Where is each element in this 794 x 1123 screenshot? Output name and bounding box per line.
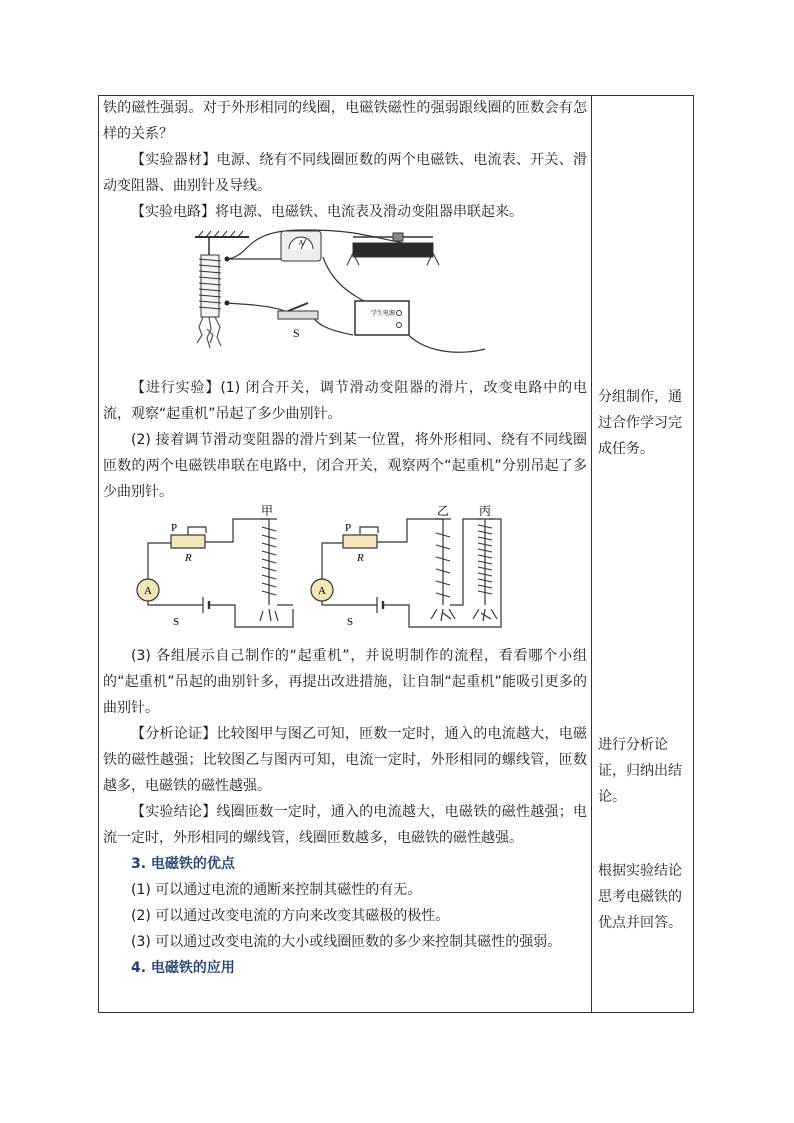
section-3-title: 3. 电磁铁的优点	[131, 856, 235, 872]
r-label-left: R	[185, 552, 192, 564]
s-label-right: S	[347, 616, 354, 628]
column-divider	[591, 95, 592, 1013]
s-label-left: S	[173, 616, 180, 628]
side-note-analysis: 进行分析论证，归纳出结论。	[598, 737, 682, 805]
intro-paragraph: 铁的磁性强弱。对于外形相同的线圈，电磁铁磁性的强弱跟线圈的匝数会有怎样的关系？	[103, 100, 587, 142]
section-4-title: 4. 电磁铁的应用	[131, 960, 235, 976]
side-note-group-work: 分组制作，通过合作学习完成任务。	[598, 389, 682, 457]
ammeter-a-right: A	[318, 585, 326, 597]
advantage-1: (1) 可以通过电流的通断来控制其磁性的有无。	[131, 882, 422, 898]
side-note-advantages: 根据实验结论思考电磁铁的优点并回答。	[598, 863, 682, 931]
advantage-3: (3) 可以通过改变电流的大小或线圈匝数的多少来控制其磁性的强弱。	[131, 934, 562, 950]
ammeter-label: A	[298, 239, 304, 247]
conclusion-paragraph: 【实验结论】线圈匝数一定时，通入的电流越大，电磁铁的磁性越强；电流一定时，外形相同的螺线管，线圈匝数越多，电磁铁的磁性越强。	[103, 804, 587, 846]
experiment-step-2: (2) 接着调节滑动变阻器的滑片到某一位置，将外形相同、绕有不同线圈匝数的两个电磁铁串联在电路中，闭合开关，观察两个“起重机”分别吊起了多少曲别针。	[103, 432, 587, 500]
advantage-2: (2) 可以通过改变电流的方向来改变其磁极的极性。	[131, 908, 450, 924]
ammeter	[281, 231, 321, 261]
analysis-paragraph: 【分析论证】比较图甲与图乙可知，匝数一定时，通入的电流越大，电磁铁的磁性越强；比较图乙与图丙可知，电流一定时，外形相同的螺线管，匝数越多，电磁铁的磁性越强。	[103, 726, 587, 794]
p-label-left: P	[171, 522, 178, 534]
rheostat	[347, 233, 439, 265]
r-label-right: R	[357, 552, 364, 564]
label-jia: 甲	[261, 505, 274, 518]
content-column	[103, 95, 587, 981]
experiment-step-1: 【进行实验】(1) 闭合开关，调节滑动变阻器的滑片，改变电路中的电流，观察“起重机”吊起了多少曲别针。	[103, 380, 587, 422]
apparatus-figure	[103, 225, 587, 375]
experiment-step-3: (3) 各组展示自己制作的“起重机”，并说明制作的流程，看看哪个小组的“起重机”吊起的曲别针多，再提出改进措施，让自制“起重机”能吸引更多的曲别针。	[103, 648, 587, 716]
apparatus-diagram	[103, 225, 587, 375]
label-yi: 乙	[437, 505, 450, 518]
circuit-figure	[103, 505, 587, 643]
label-bing: 丙	[479, 505, 492, 518]
equipment-paragraph: 【实验器材】电源、绕有不同线圈匝数的两个电磁铁、电流表、开关、滑动变阻器、曲别针及导线。	[103, 152, 587, 194]
power-supply	[355, 301, 409, 335]
switch	[278, 303, 318, 340]
circuit-diagram	[103, 505, 587, 643]
ammeter-a-left: A	[144, 585, 152, 597]
circuit-paragraph: 【实验电路】将电源、电磁铁、电流表及滑动变阻器串联起来。	[131, 204, 523, 220]
switch-label: S	[293, 326, 300, 340]
electromagnet-coil	[197, 255, 221, 348]
p-label-right: P	[345, 522, 352, 534]
power-supply-label: 学生电源	[371, 311, 396, 317]
